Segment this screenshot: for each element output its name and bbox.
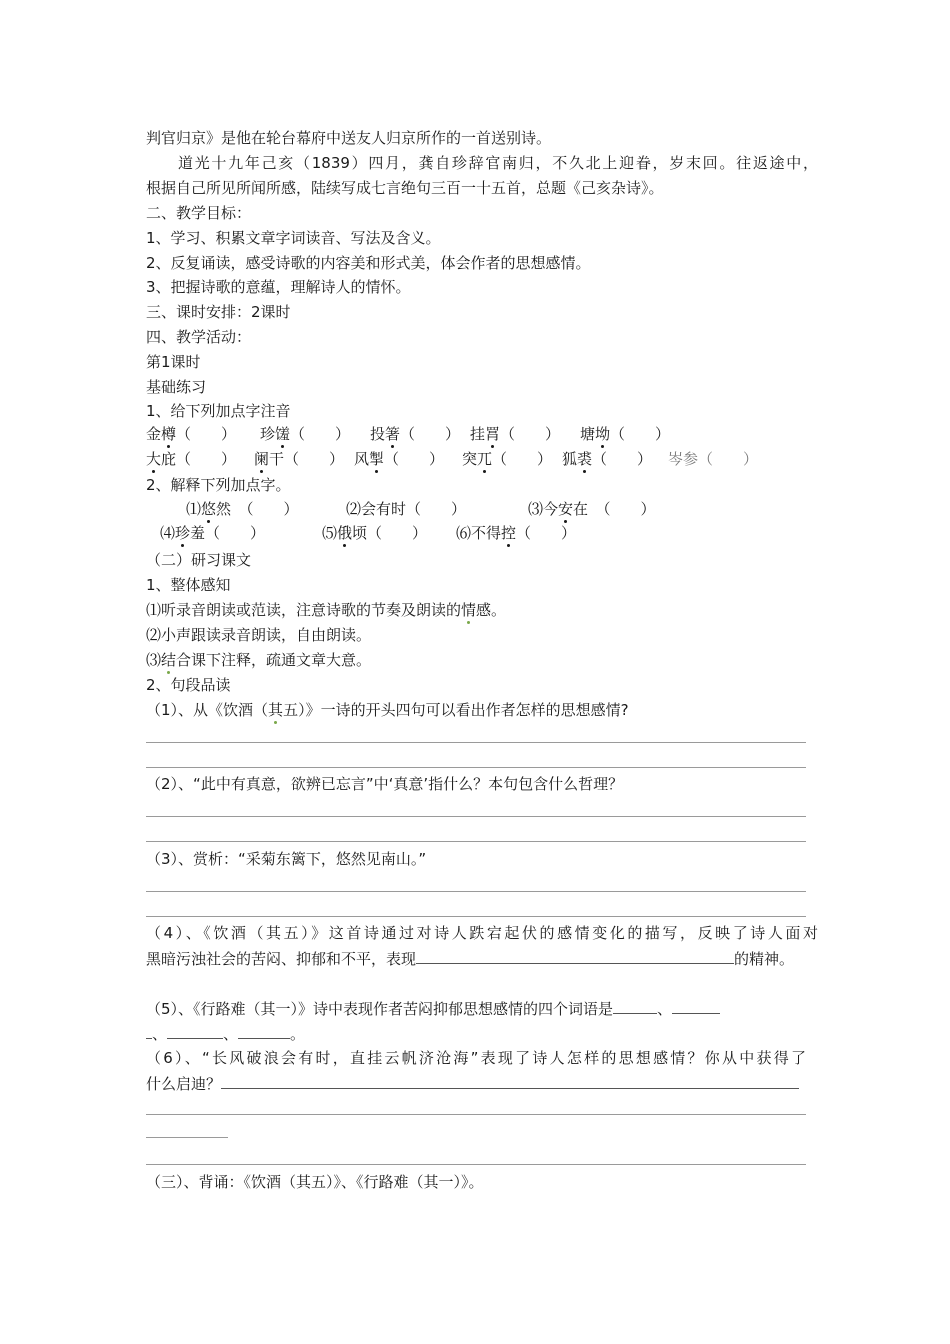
question-4-line-1: （4）、《饮酒（其五）》这首诗通过对诗人跌宕起伏的感情变化的描写，反映了诗人面对 (146, 924, 818, 942)
pinyin-item: 挂罥（ ） (470, 425, 561, 443)
answer-line[interactable] (146, 1164, 806, 1165)
answer-line[interactable] (146, 891, 806, 892)
explain-item: ⑸俄顷（ ） (322, 524, 428, 542)
activities-heading: 四、教学活动： (146, 328, 252, 346)
lesson-title: 第1课时 (146, 353, 201, 371)
goal-item-3: 3、把握诗歌的意蕴，理解诗人的情怀。 (146, 278, 411, 296)
pinyin-heading: 1、给下列加点字注音 (146, 402, 291, 420)
pinyin-item: 塘坳（ ） (580, 425, 671, 443)
fill-blank[interactable] (613, 998, 657, 1014)
answer-line[interactable] (146, 767, 806, 768)
explain-item: ⑴悠然 （ ） (186, 500, 299, 518)
study-step-1: ⑴听录音朗读或范读，注意诗歌的节奏及朗读的情感。 (146, 601, 507, 619)
question-3: （3）、赏析：“采菊东篱下，悠然见南山。” (146, 850, 427, 868)
explain-item: ⑶今安在 （ ） (528, 500, 656, 518)
fill-blank[interactable] (221, 1073, 799, 1089)
answer-line-short[interactable] (146, 1137, 228, 1138)
fill-blank[interactable] (416, 948, 734, 964)
pinyin-item: 狐裘（ ） (562, 450, 653, 468)
fill-blank[interactable] (672, 998, 720, 1014)
pinyin-item: 大庇（ ） (146, 450, 237, 468)
study-step-2: ⑵小声跟读录音朗读，自由朗读。 (146, 626, 372, 644)
explain-item: ⑹不得控（ ） (456, 524, 577, 542)
answer-line[interactable] (146, 1114, 806, 1115)
fill-blank[interactable] (238, 1023, 290, 1039)
recite-instruction: （三）、背诵：《饮酒（其五）》、《行路难（其一）》。 (146, 1173, 484, 1191)
question-1: （1）、从《饮酒（其五）》一诗的开头四句可以看出作者怎样的思想感情? (146, 701, 629, 719)
study-step-3: ⑶结合课下注释，疏通文章大意。 (146, 651, 372, 669)
question-6-line-2: 什么启迪？ (146, 1073, 818, 1094)
intro-line-3: 根据自己所见所闻所感，陆续写成七言绝句三百一十五首，总题《己亥杂诗》。 (146, 179, 664, 197)
pinyin-item: 阑干（ ） (254, 450, 345, 468)
pinyin-item: 风掣（ ） (354, 450, 445, 468)
explain-heading: 2、解释下列加点字。 (146, 476, 291, 494)
explain-item: ⑵会有时（ ） (346, 500, 467, 518)
intro-line-1: 判官归京》是他在轮台幕府中送友人归京所作的一首送别诗。 (146, 129, 552, 147)
answer-line[interactable] (146, 742, 806, 743)
question-2: （2）、“此中有真意，欲辨已忘言”中‘真意’指什么？本句包含什么哲理？ (146, 775, 624, 793)
intro-line-2: 道光十九年己亥（1839）四月，龚自珍辞官南归，不久北上迎眷，岁末回。往返途中， (178, 154, 818, 172)
answer-line[interactable] (146, 841, 806, 842)
goal-item-1: 1、学习、积累文章字词读音、写法及含义。 (146, 229, 441, 247)
pinyin-item: 岑参（ ） (668, 450, 759, 468)
question-4-line-2: 黑暗污浊社会的苦闷、抑郁和不平，表现 的精神。 (146, 950, 795, 968)
pinyin-item: 珍馐（ ） (260, 425, 351, 443)
explain-item: ⑷珍羞（ ） (160, 524, 266, 542)
question-6-line-1: （6）、“长风破浪会有时，直挂云帆济沧海”表现了诗人怎样的思想感情？你从中获得了 (146, 1049, 806, 1067)
question-5-line-1: （5）、《行路难（其一）》诗中表现作者苦闷抑郁思想感情的四个词语是 、 (146, 998, 818, 1019)
pinyin-item: 投箸（ ） (370, 425, 461, 443)
study-heading: （二）研习课文 (146, 551, 252, 569)
goal-item-2: 2、反复诵读，感受诗歌的内容美和形式美，体会作者的思想感情。 (146, 254, 591, 272)
sentence-reading-heading: 2、句段品读 (146, 676, 231, 694)
goals-heading: 二、教学目标： (146, 204, 252, 222)
pinyin-item: 金樽（ ） (146, 425, 237, 443)
answer-line[interactable] (146, 816, 806, 817)
overall-perception: 1、整体感知 (146, 576, 231, 594)
basic-practice-heading: 基础练习 (146, 378, 207, 396)
pinyin-item: 突兀（ ） (462, 450, 553, 468)
question-5-line-2: 、 、 。 (146, 1023, 818, 1044)
answer-line[interactable] (146, 916, 806, 917)
fill-blank[interactable] (167, 1023, 223, 1039)
schedule: 三、课时安排：2课时 (146, 303, 291, 321)
